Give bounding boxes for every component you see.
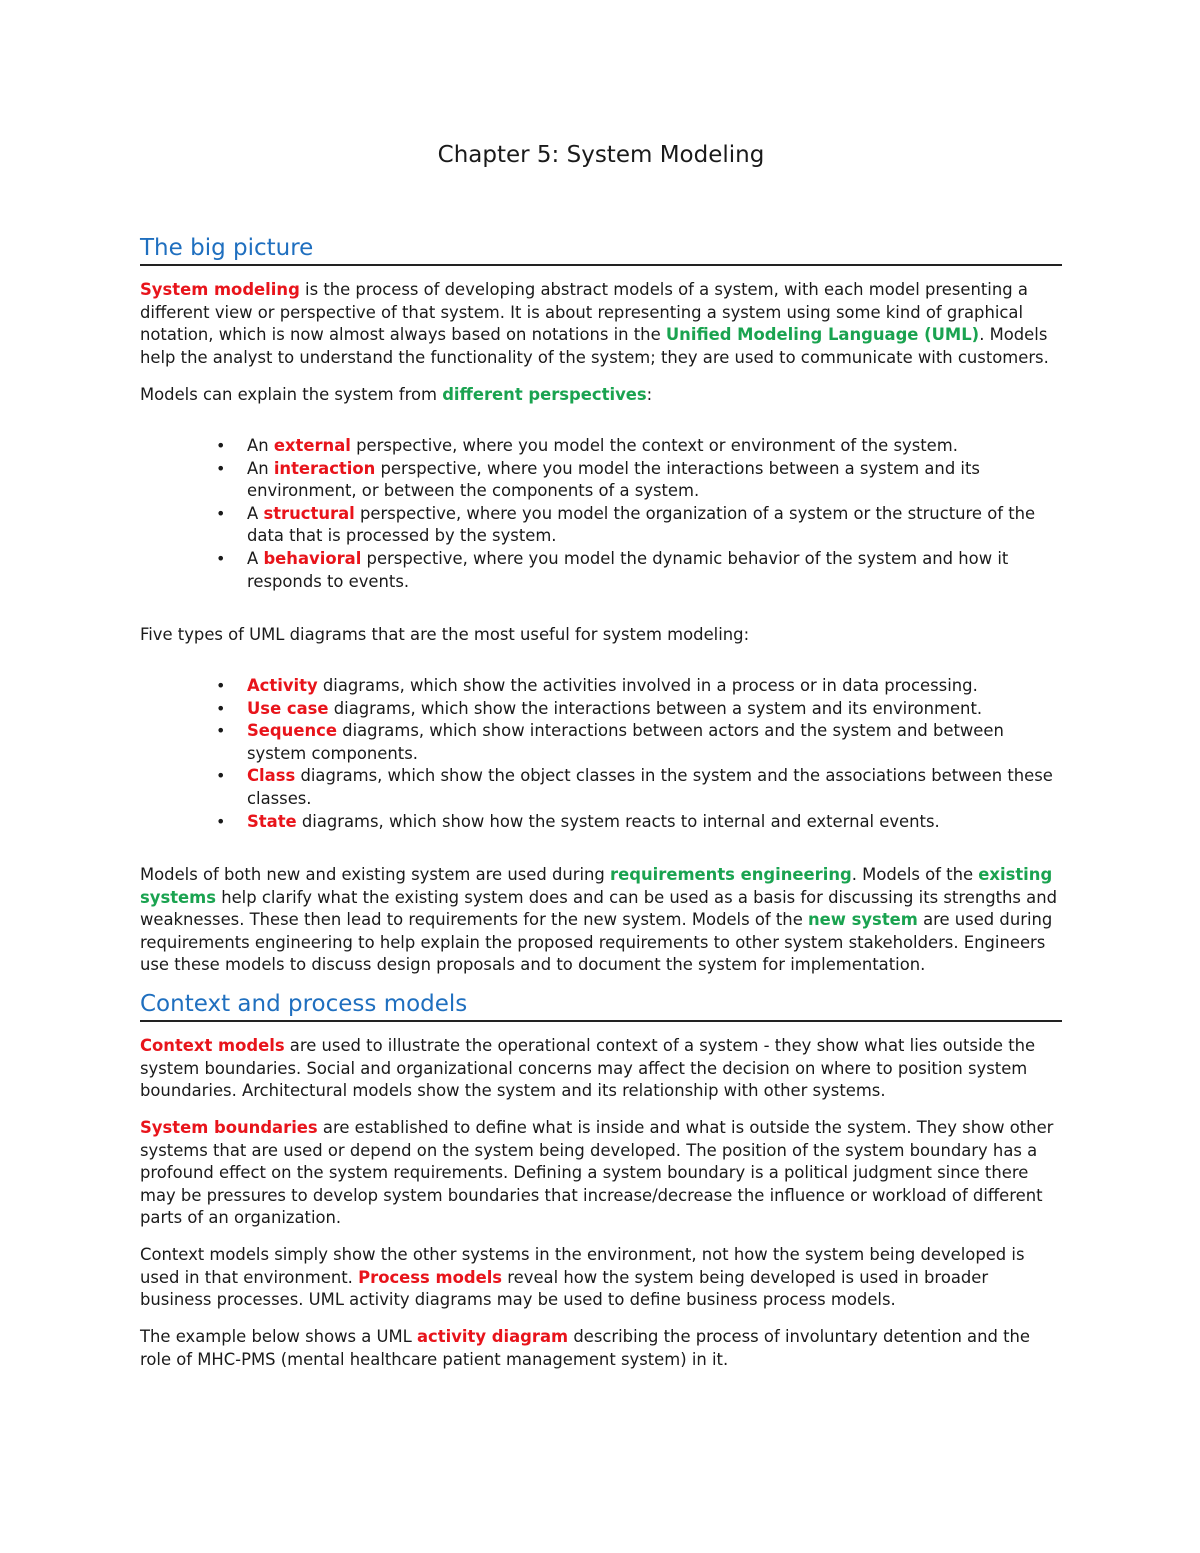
bullet-icon: • (216, 458, 226, 478)
term-structural: structural (263, 503, 355, 523)
paragraph-system-modeling (140, 279, 1062, 369)
term-different-perspectives: different perspectives (442, 385, 647, 404)
term-state: State (247, 811, 297, 831)
term-interaction: interaction (273, 458, 376, 478)
paragraph-text: The example below shows a UML (140, 1327, 417, 1346)
item-text: diagrams, which show the interactions between a system and its environment. (328, 698, 983, 718)
paragraph-text: are used during requirements engineering to help explain the proposed requirements to other system stakeholders. Engineers use these models to discuss design proposals and to document the system for implementation. (140, 910, 1053, 975)
item-text: An (247, 458, 274, 478)
term-class: Class (247, 766, 296, 786)
paragraph-uml-types-intro: Five types of UML diagrams that are the most useful for system modeling: (140, 625, 750, 644)
paragraph-text: : (646, 385, 653, 404)
paragraph-text: are used to illustrate the operational context of a system - they show what lies outside the system boundaries. Social and organizational concerns may affect the decision on where to position system boundaries. Architectural models show the system and its relationship with other systems. (140, 1036, 1036, 1101)
item-text: A (247, 548, 264, 568)
paragraph-activity-diagram-example (140, 1326, 1062, 1371)
paragraph-text: describing the process of involuntary detention and the role of MHC-PMS (mental healthcare patient management system) in it. (140, 1327, 1030, 1369)
item-text: diagrams, which show interactions between actors and the system and between system components. (247, 721, 1004, 763)
bullet-icon: • (216, 698, 226, 718)
term-behavioral: behavioral (263, 548, 362, 568)
paragraph-text: Context models simply show the other systems in the environment, not how the system being developed is used in that environment. (140, 1245, 1025, 1287)
paragraph-text: Models can explain the system from (140, 385, 443, 404)
bullet-icon: • (216, 436, 226, 455)
bullet-icon: • (216, 766, 226, 786)
item-text: diagrams, which show the object classes in the system and the associations between these classes. (247, 766, 1053, 808)
list-item (140, 503, 1062, 548)
chapter-title: Chapter 5: System Modeling (437, 142, 765, 168)
bullet-icon: • (216, 676, 226, 695)
item-text: diagrams, which show how the system reacts to internal and external events. (296, 811, 940, 831)
list-item (140, 548, 1062, 593)
term-system-modeling: System modeling (140, 280, 300, 299)
paragraph-text: are established to define what is inside and what is outside the system. They show other systems that are used or depend on the system being developed. The position of the system boundary has a profound effect on the system requirements. Defining a system boundary is a political judgment since there may be pressures to develop system boundaries that increase/decrease the influence or workload of different parts of an organization. (140, 1118, 1054, 1228)
term-use-case: Use case (247, 698, 329, 718)
diagram-types-list (140, 675, 1062, 833)
term-activity: Activity (247, 676, 318, 695)
term-external: external (273, 436, 351, 455)
paragraph-perspectives-intro (140, 384, 1062, 407)
term-activity-diagram: activity diagram (416, 1327, 569, 1346)
paragraph-process-models (140, 1244, 1062, 1312)
paragraph-system-boundaries (140, 1117, 1062, 1230)
term-requirements-engineering: requirements engineering (610, 865, 852, 884)
list-item (140, 698, 1062, 721)
term-existing-systems: existing systems (140, 865, 1053, 907)
paragraph-requirements (140, 864, 1062, 977)
term-new-system: new system (807, 910, 918, 930)
paragraph-text: reveal how the system being developed is used in broader business processes. UML activity diagrams may be used to define business process models. (140, 1267, 989, 1310)
term-uml: Unified Modeling Language (UML) (665, 325, 980, 345)
list-item (140, 458, 1062, 503)
bullet-icon: • (216, 721, 226, 741)
term-process-models: Process models (358, 1267, 503, 1287)
item-text: perspective, where you model the dynamic behavior of the system and how it responds to events. (247, 548, 1009, 591)
list-item (140, 675, 1062, 698)
section-heading-big-picture: The big picture (140, 234, 1062, 266)
paragraph-text: Models of both new and existing system are used during (140, 865, 611, 884)
paragraph-text: is the process of developing abstract models of a system, with each model presenting a different view or perspective of that system. It is about representing a system using some kind of graphical notation, which is now almost always based on notations in the (140, 280, 1028, 345)
list-item (140, 811, 1062, 834)
paragraph-text: help clarify what the existing system does and can be used as a basis for discussing its strengths and weaknesses. These then lead to requirements for the new system. Models of the (140, 887, 1058, 930)
bullet-icon: • (216, 811, 226, 831)
bullet-icon: • (216, 503, 226, 523)
perspectives-list (140, 435, 1062, 593)
item-text: diagrams, which show the activities involved in a process or in data processing. (317, 676, 978, 695)
item-text: perspective, where you model the interactions between a system and its environment, or between the components of a system. (247, 458, 980, 501)
list-item (140, 765, 1062, 810)
item-text: perspective, where you model the context or environment of the system. (350, 436, 958, 455)
paragraph-text: . Models help the analyst to understand the functionality of the system; they are used to communicate with customers. (140, 325, 1049, 367)
item-text: An (247, 436, 274, 455)
bullet-icon: • (216, 548, 226, 568)
term-system-boundaries: System boundaries (140, 1118, 318, 1137)
term-context-models: Context models (140, 1036, 285, 1055)
section-heading-context-process: Context and process models (140, 990, 1062, 1022)
paragraph-text: . Models of the (851, 865, 979, 884)
list-item (140, 435, 1062, 458)
item-text: perspective, where you model the organization of a system or the structure of the data that is processed by the system. (247, 503, 1036, 546)
term-sequence: Sequence (247, 721, 337, 741)
list-item (140, 720, 1062, 765)
paragraph-context-models (140, 1035, 1062, 1103)
item-text: A (247, 503, 264, 523)
